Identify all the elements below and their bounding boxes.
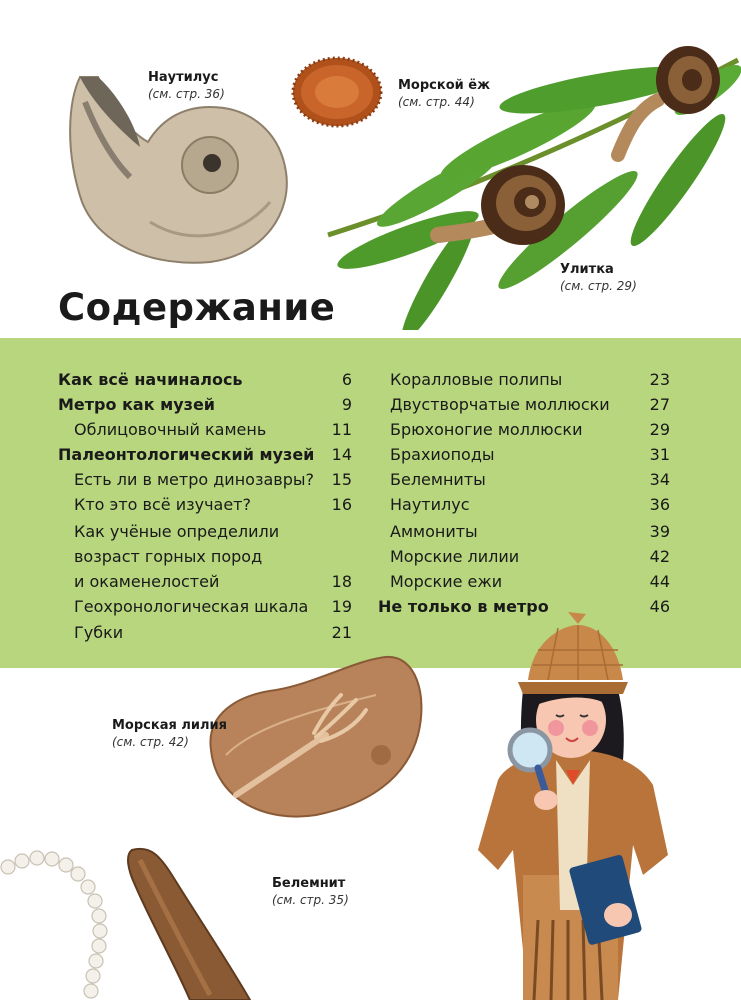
toc-entry-page: 36 [649,495,670,514]
toc-entry[interactable] [390,569,670,594]
toc-entry-title: Белемниты [390,470,486,489]
toc-entry-page: 11 [331,420,352,439]
toc-entry-page: 16 [331,495,352,514]
toc-entry-title: и окаменелостей [74,572,220,591]
toc-entry-page: 6 [341,370,352,389]
toc-entry[interactable] [390,544,670,569]
toc-entry[interactable] [390,367,670,392]
toc-entry[interactable] [74,417,352,442]
toc-entry[interactable] [74,544,352,569]
snail-photo [318,30,741,330]
toc-entry[interactable] [74,492,352,517]
toc-entry[interactable] [390,467,670,492]
belemnite-caption [272,876,349,908]
toc-entry-page: 9 [341,395,352,414]
toc-entry[interactable] [58,442,352,467]
caption-title: Наутилус [148,70,219,85]
toc-entry-page: 15 [331,470,352,489]
toc-entry-page: 29 [649,420,670,439]
toc-entry[interactable] [74,519,352,544]
toc-entry[interactable] [390,492,670,517]
toc-entry-title: Как учёные определили [74,522,280,541]
toc-entry[interactable] [74,467,352,492]
toc-entry-title: Коралловые полипы [390,370,563,389]
toc-entry-page: 34 [649,470,670,489]
toc-entry-title: возраст горных пород [74,547,263,566]
toc-entry-title: Брахиоподы [390,445,495,464]
toc-entry[interactable] [74,594,352,619]
toc-entry[interactable] [58,392,352,417]
caption-page-ref: (см. стр. 44) [398,95,475,109]
toc-entry-page: 18 [331,572,352,591]
toc-entry-page: 42 [649,547,670,566]
toc-entry-title: Метро как музей [58,395,216,414]
toc-entry-title: Губки [74,623,124,642]
toc-entry-title: Как всё начиналось [58,370,243,389]
detective-girl-illustration [468,610,678,1000]
caption-title: Улитка [560,262,614,277]
caption-page-ref: (см. стр. 29) [560,279,637,293]
pearl-necklace [0,845,125,1000]
toc-entry-title: Палеонтологический музей [58,445,315,464]
toc-entry-page: 21 [331,623,352,642]
toc-entry-title: Геохронологическая шкала [74,597,309,616]
caption-page-ref: (см. стр. 35) [272,893,349,907]
toc-entry-title: Двустворчатые моллюски [390,395,610,414]
caption-page-ref: (см. стр. 36) [148,87,225,101]
toc-entry-title: Морские ежи [390,572,503,591]
snail-caption [560,262,637,294]
belemnite-photo [120,845,270,1000]
toc-entry-title: Облицовочный камень [74,420,267,439]
toc-entry-page: 27 [649,395,670,414]
page-title: Содержание [58,286,336,329]
toc-entry-title: Морские лилии [390,547,520,566]
toc-entry-title: Аммониты [390,522,478,541]
toc-entry-title: Брюхоногие моллюски [390,420,583,439]
toc-entry-page: 14 [331,445,352,464]
toc-entry[interactable] [74,569,352,594]
toc-entry-title: Не только в метро [378,597,549,616]
nautilus-caption [148,70,225,102]
toc-entry-page: 23 [649,370,670,389]
toc-entry[interactable] [58,367,352,392]
toc-entry-title: Наутилус [390,495,470,514]
caption-title: Морской ёж [398,78,491,93]
caption-title: Морская лилия [112,718,227,733]
toc-entry[interactable] [390,392,670,417]
toc-entry-title: Есть ли в метро динозавры? [74,470,314,489]
caption-title: Белемнит [272,876,346,891]
crinoid-fossil-photo [196,655,428,827]
toc-entry-page: 39 [649,522,670,541]
toc-entry[interactable] [74,620,352,645]
caption-page-ref: (см. стр. 42) [112,735,189,749]
toc-entry-page: 46 [649,597,670,616]
toc-entry[interactable] [390,519,670,544]
toc-entry-title: Кто это всё изучает? [74,495,251,514]
crinoid-caption [112,718,227,750]
toc-entry[interactable] [390,417,670,442]
urchin-caption [398,78,490,110]
toc-entry-page: 44 [649,572,670,591]
toc-entry-page: 19 [331,597,352,616]
toc-entry[interactable] [390,442,670,467]
toc-entry-page: 31 [649,445,670,464]
